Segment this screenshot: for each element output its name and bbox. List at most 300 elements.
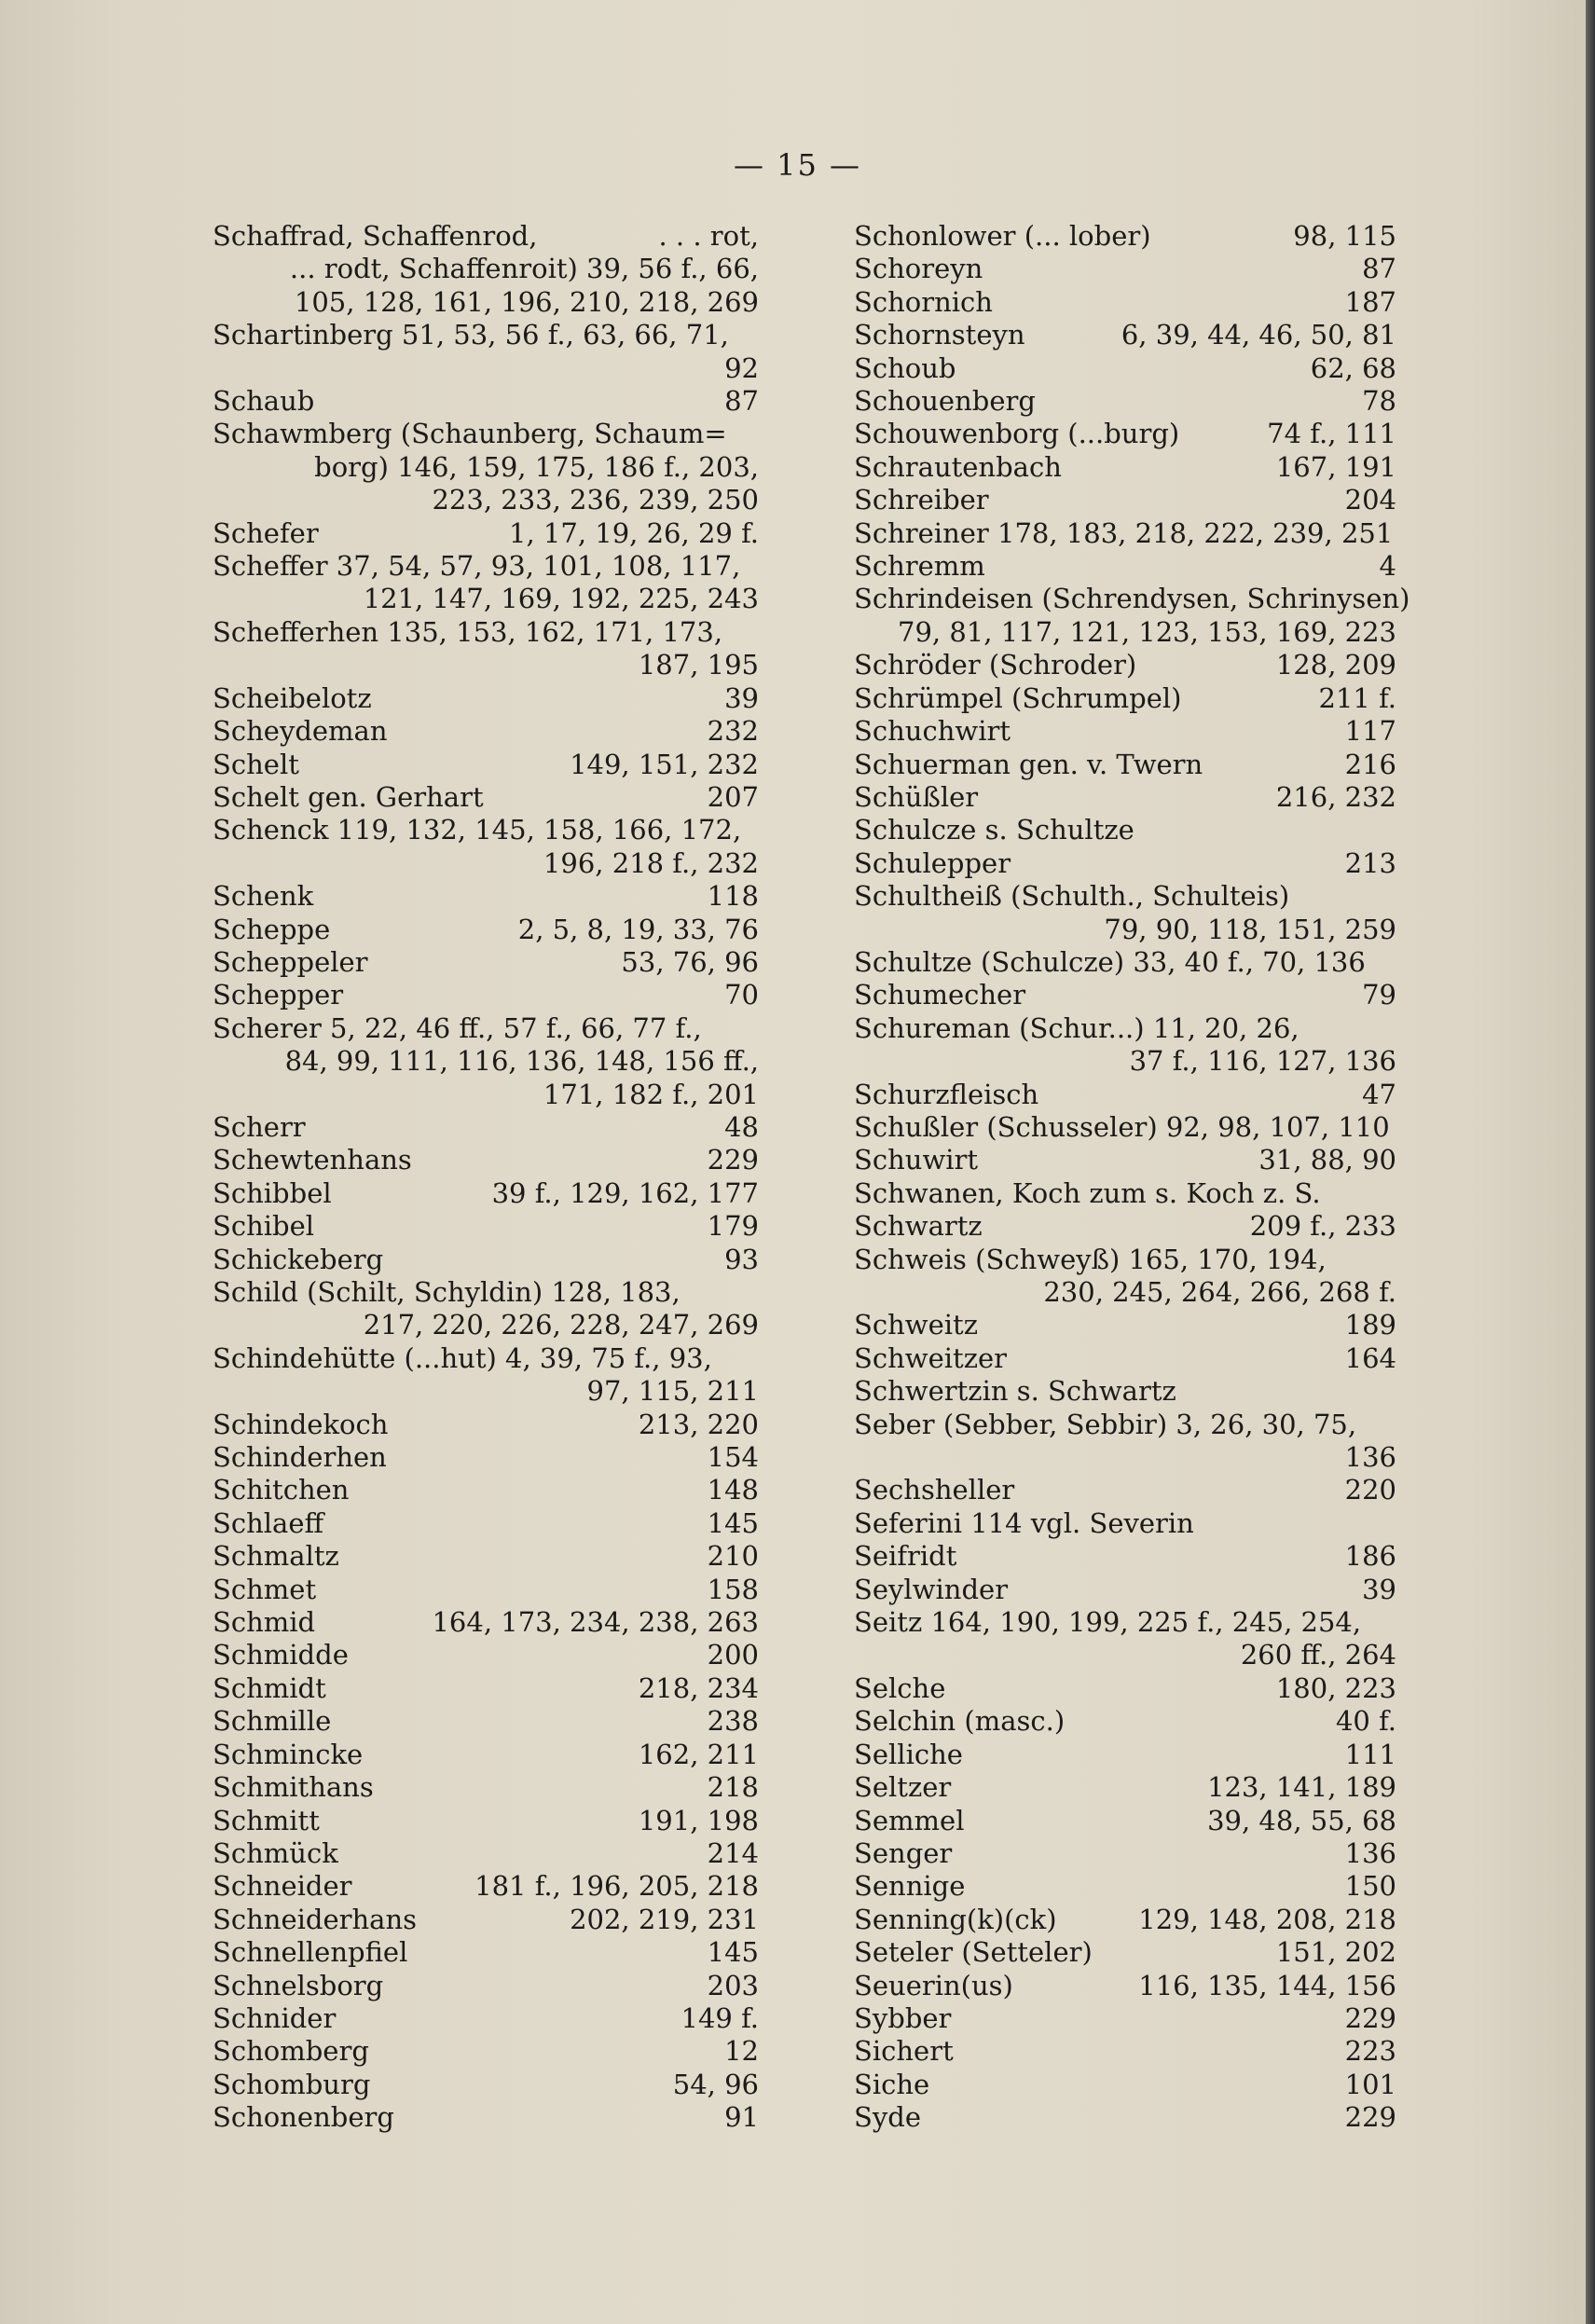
index-entry-page-refs: 162, 211 — [638, 1738, 759, 1770]
index-entry-name: Schoreyn — [854, 253, 983, 285]
index-entry-line — [854, 682, 1396, 715]
index-entry — [854, 2101, 1396, 2134]
index-entry — [854, 1244, 1396, 1310]
index-entry-page-refs: 70 — [724, 979, 759, 1011]
index-entry-name: Schitchen — [213, 1474, 350, 1506]
index-entry-name: Schumecher — [854, 979, 1026, 1011]
index-entry-line — [213, 1837, 759, 1870]
index-entry-line — [213, 2035, 759, 2068]
index-entry-page-refs: 211 f. — [1318, 681, 1396, 714]
index-entry-page-refs: 48 — [724, 1110, 759, 1143]
index-entry-name: Schuchwirt — [854, 715, 1011, 748]
index-entry-name: Schefer — [213, 516, 319, 549]
index-entry-line — [213, 1507, 759, 1540]
index-entry — [854, 583, 1410, 649]
index-entry-line — [854, 418, 1396, 450]
index-entry — [854, 1904, 1396, 1936]
index-entry-name: Schmid — [213, 1606, 316, 1639]
index-entry-name: Senning(k)(ck) — [854, 1903, 1057, 1935]
index-entry — [213, 1474, 759, 1506]
index-entry-line — [213, 1771, 759, 1804]
index-entry-continuation: 97, 115, 211 — [586, 1375, 759, 1408]
index-entry-name: Schmet — [213, 1573, 317, 1605]
index-entry-page-refs: 145 — [707, 1506, 759, 1539]
index-entry — [213, 1144, 759, 1176]
index-entry — [854, 749, 1396, 781]
index-entry-name: Schweitzer — [854, 1341, 1008, 1374]
index-entry-name: Seteler (Setteler) — [854, 1936, 1093, 1969]
index-entry — [213, 781, 759, 814]
index-entry — [213, 1970, 759, 2002]
index-entry-line — [854, 1540, 1396, 1573]
index-entry-continuation: ... rodt, Schaffenroit) 39, 56 f., 66, — [289, 253, 759, 285]
index-entry-page-refs — [1387, 1507, 1396, 1540]
index-entry-line — [854, 1244, 1396, 1276]
index-entry-page-refs: 204 — [1344, 484, 1396, 516]
index-entry-continuation: 84, 99, 111, 116, 136, 148, 156 ff., — [284, 1045, 759, 1078]
index-entry-name: Schild (Schilt, Schyldin) 128, 183, — [213, 1276, 681, 1308]
index-entry-page-refs: 117 — [1344, 715, 1396, 748]
index-entry — [854, 814, 1396, 846]
index-entry-name: Schibel — [213, 1210, 315, 1243]
index-entry — [854, 1111, 1396, 1144]
index-entry-page-refs — [1387, 1012, 1396, 1045]
index-entry — [854, 1474, 1396, 1506]
index-entry-name: Schröder (Schroder) — [854, 649, 1137, 681]
index-entry-page-refs: 216, 232 — [1275, 780, 1396, 813]
index-entry — [854, 385, 1396, 418]
index-entry-page-refs: 98, 115 — [1293, 220, 1396, 252]
index-entry-line — [213, 1705, 759, 1738]
index-entry — [854, 550, 1396, 583]
index-entry-continuation: 171, 182 f., 201 — [543, 1078, 759, 1110]
index-entry-page-refs: 87 — [1362, 253, 1396, 285]
index-entry-page-refs: 2, 5, 8, 19, 33, 76 — [517, 913, 759, 945]
index-entry-line — [213, 1441, 759, 1474]
index-entry-line — [854, 352, 1396, 385]
index-entry-name: Schnider — [213, 2001, 337, 2034]
index-entry-page-refs — [749, 418, 759, 450]
index-entry-page-refs: 149 f. — [681, 2001, 759, 2034]
index-entry-page-refs: 232 — [707, 715, 759, 748]
index-entry — [854, 1739, 1396, 1771]
index-entry-page-refs — [749, 1276, 759, 1309]
index-entry — [213, 1870, 759, 1903]
index-column-right — [854, 220, 1410, 2135]
index-entry — [854, 451, 1396, 484]
index-entry-continuation: 79, 81, 117, 121, 123, 153, 169, 223 — [898, 615, 1396, 648]
index-entry-name: Syde — [854, 2101, 921, 2134]
index-entry-line — [213, 1177, 759, 1210]
index-entry — [854, 1309, 1396, 1341]
index-entry-line — [854, 880, 1396, 913]
index-entry — [213, 385, 759, 418]
index-entry — [213, 1771, 759, 1804]
index-entry — [854, 1342, 1396, 1375]
index-entry-line — [854, 1904, 1396, 1936]
index-entry-name: Schweitz — [854, 1309, 978, 1341]
index-entry-page-refs: 187 — [1344, 285, 1396, 318]
index-entry-name: Schmitt — [213, 1804, 320, 1836]
index-entry-line — [854, 2002, 1396, 2035]
index-entry-line — [854, 1771, 1396, 1804]
index-entry-line — [213, 1672, 759, 1705]
index-entry — [854, 1606, 1396, 1672]
index-entry — [854, 2035, 1396, 2068]
index-entry — [854, 1837, 1396, 1870]
index-entry — [854, 1409, 1396, 1475]
index-entry-name: Schureman (Schur...) 11, 20, 26, — [854, 1011, 1299, 1044]
index-entry-page-refs — [749, 616, 759, 649]
index-entry-page-refs: 207 — [707, 780, 759, 813]
index-entry — [213, 914, 759, 946]
index-entry-continuation: 136 — [1344, 1441, 1396, 1474]
index-entry-page-refs: 136 — [1344, 1836, 1396, 1869]
index-entry-name: Seferini 114 vgl. Severin — [854, 1506, 1194, 1539]
index-entry-name: Schomburg — [213, 2068, 371, 2100]
index-entry-name: Schelt — [213, 748, 299, 780]
index-entry-name: Semmel — [854, 1804, 965, 1836]
index-entry-page-refs — [1387, 814, 1396, 846]
index-entry — [213, 1936, 759, 1969]
index-entry-page-refs: 93 — [724, 1243, 759, 1275]
index-entry-page-refs: 167, 191 — [1275, 450, 1396, 483]
index-entry-name: Scheibelotz — [213, 681, 372, 714]
index-entry — [854, 2002, 1396, 2035]
index-entry-name: Schrautenbach — [854, 450, 1062, 483]
index-entry-name: Schomberg — [213, 2035, 369, 2068]
index-entry-line — [854, 1375, 1396, 1408]
index-entry-name: Seylwinder — [854, 1573, 1009, 1605]
index-entry-page-refs: 78 — [1362, 385, 1396, 418]
index-entry-page-refs: 213, 220 — [638, 1408, 759, 1440]
index-entry — [213, 1177, 759, 1210]
index-entry — [854, 1970, 1396, 2002]
index-entry-continuation: borg) 146, 159, 175, 186 f., 203, — [314, 450, 759, 483]
index-entry-page-refs: 200 — [707, 1639, 759, 1671]
index-entry-page-refs — [749, 814, 759, 846]
index-entry-line — [854, 253, 1396, 285]
index-entry-line — [213, 946, 759, 979]
index-entry-name: Schulcze s. Schultze — [854, 814, 1134, 846]
index-entry-name: Schwanen, Koch zum s. Koch z. S. — [854, 1176, 1321, 1209]
index-entry-page-refs: 218 — [707, 1771, 759, 1804]
index-entry-page-refs: 180, 223 — [1275, 1671, 1396, 1704]
index-entry — [854, 1672, 1396, 1705]
index-entry-page-refs: 148 — [707, 1474, 759, 1506]
index-entry-line — [213, 979, 759, 1011]
index-entry-line — [213, 1474, 759, 1506]
index-entry-line — [854, 319, 1396, 351]
index-entry-page-refs: 123, 141, 189 — [1207, 1771, 1396, 1804]
index-entry — [213, 814, 759, 880]
index-entry-line — [213, 220, 759, 253]
index-entry — [854, 847, 1396, 880]
index-entry — [213, 517, 759, 550]
index-entry-name: Schaub — [213, 385, 315, 418]
index-entry-page-refs: 39 f., 129, 162, 177 — [491, 1176, 759, 1209]
index-entry-page-refs: 79 — [1362, 979, 1396, 1011]
index-entry-page-refs: 210 — [707, 1540, 759, 1573]
index-entry — [213, 880, 759, 913]
index-entry-name: Scherr — [213, 1110, 306, 1143]
index-entry-line — [854, 1342, 1396, 1375]
index-entry-name: Schultze (Schulcze) 33, 40 f., 70, 136 — [854, 945, 1366, 978]
index-entry — [213, 2035, 759, 2068]
index-entry — [854, 319, 1396, 351]
index-entry-line — [854, 1837, 1396, 1870]
index-entry-page-refs: 31, 88, 90 — [1258, 1144, 1396, 1176]
index-entry — [854, 1144, 1396, 1176]
index-entry-page-refs: 229 — [1344, 2101, 1396, 2134]
index-entry-name: Sichert — [854, 2035, 954, 2068]
index-entry-line — [213, 1540, 759, 1573]
index-entry-name: Seitz 164, 190, 199, 225 f., 245, 254, — [854, 1606, 1362, 1639]
index-entry — [213, 1210, 759, 1243]
index-entry-line — [213, 682, 759, 715]
index-entry — [213, 2002, 759, 2035]
index-entry-line — [854, 1574, 1396, 1606]
index-entry-line — [854, 220, 1396, 253]
index-entry — [213, 220, 759, 319]
index-entry-continuation: 105, 128, 161, 196, 210, 218, 269 — [294, 285, 759, 318]
index-entry-name: Schuwirt — [854, 1144, 979, 1176]
index-entry-page-refs: 209 f., 233 — [1249, 1210, 1396, 1243]
index-entry-page-refs — [1387, 946, 1396, 979]
scan-edge — [1586, 0, 1595, 2324]
index-entry-page-refs — [1387, 1375, 1396, 1408]
index-entry-name: Seltzer — [854, 1771, 952, 1804]
index-entry-name: Senger — [854, 1836, 953, 1869]
index-entry — [213, 1574, 759, 1606]
index-entry-page-refs: 179 — [707, 1210, 759, 1243]
index-entry-line — [854, 1409, 1396, 1441]
index-entry-line — [213, 1936, 759, 1969]
index-entry-page-refs — [749, 1012, 759, 1045]
index-entry-line — [854, 649, 1396, 681]
index-entry-line — [854, 2069, 1396, 2101]
index-entry — [854, 1540, 1396, 1573]
index-entry-name: Schornsteyn — [854, 319, 1025, 351]
index-entry — [854, 1805, 1396, 1837]
index-entry-line — [854, 715, 1396, 748]
index-entry-page-refs: 39, 48, 55, 68 — [1207, 1804, 1396, 1836]
index-entry-page-refs: 54, 96 — [672, 2068, 759, 2100]
index-entry — [854, 979, 1396, 1011]
index-entry-name: Schonlower (... lober) — [854, 220, 1151, 252]
index-entry-line — [854, 484, 1396, 516]
index-entry-line — [854, 1210, 1396, 1243]
index-entry — [854, 715, 1396, 748]
index-entry-continuation: 121, 147, 169, 192, 225, 243 — [363, 583, 759, 615]
index-entry-page-refs: 229 — [707, 1144, 759, 1176]
index-entry-line — [854, 550, 1396, 583]
index-entry-page-refs: 220 — [1344, 1474, 1396, 1506]
index-entry-line — [213, 749, 759, 781]
index-entry-line — [213, 1012, 759, 1045]
index-entry-line — [213, 1574, 759, 1606]
index-entry-page-refs: 229 — [1344, 2001, 1396, 2034]
index-entry-name: Schouenberg — [854, 385, 1036, 418]
index-entry-name: Schulepper — [854, 846, 1011, 879]
index-entry-page-refs: 214 — [707, 1836, 759, 1869]
index-entry-line — [854, 2035, 1396, 2068]
index-entry — [213, 1739, 759, 1771]
index-entry-page-refs — [749, 1342, 759, 1375]
index-entry-name: Schelt gen. Gerhart — [213, 780, 484, 813]
index-entry-page-refs: 158 — [707, 1573, 759, 1605]
index-entry-page-refs: 149, 151, 232 — [570, 748, 759, 780]
index-entry-page-refs: 1, 17, 19, 26, 29 f. — [509, 516, 759, 549]
index-entry-name: Schmück — [213, 1836, 338, 1869]
index-entry-name: Schlaeff — [213, 1506, 324, 1539]
index-entry-line — [854, 1474, 1396, 1506]
index-entry — [213, 715, 759, 748]
index-entry-line — [854, 1144, 1396, 1176]
index-entry-name: Schindehütte (...hut) 4, 39, 75 f., 93, — [213, 1341, 712, 1374]
index-entry-name: Schindekoch — [213, 1408, 389, 1440]
index-entry-continuation: 37 f., 116, 127, 136 — [1129, 1045, 1396, 1078]
index-entry-page-refs: 129, 148, 208, 218 — [1138, 1903, 1396, 1935]
index-entry-name: Schmidt — [213, 1671, 326, 1704]
index-entry-name: Seber (Sebber, Sebbir) 3, 26, 30, 75, — [854, 1408, 1357, 1440]
index-entry — [213, 1244, 759, 1276]
index-entry-page-refs: 145 — [707, 1936, 759, 1969]
index-entry-line — [854, 1507, 1396, 1540]
index-entry-line — [854, 1739, 1396, 1771]
index-entry-line — [854, 517, 1396, 550]
index-entry — [213, 418, 759, 516]
index-entry-continuation: 187, 195 — [638, 649, 759, 681]
index-entry — [213, 2101, 759, 2134]
index-entry-line — [213, 319, 759, 351]
index-entry-name: Selche — [854, 1671, 946, 1704]
index-entry-name: Schurzfleisch — [854, 1078, 1039, 1110]
index-entry-page-refs — [1387, 1409, 1396, 1441]
index-entry-page-refs: 128, 209 — [1275, 649, 1396, 681]
index-entry-line — [213, 1739, 759, 1771]
index-entry-line — [213, 1870, 759, 1903]
index-entry-name: Schepper — [213, 979, 344, 1011]
index-entry — [213, 1012, 759, 1111]
index-entry-name: Schewtenhans — [213, 1144, 412, 1176]
index-entry-line — [854, 781, 1396, 814]
index-entry — [213, 1606, 759, 1639]
index-entry — [213, 1672, 759, 1705]
index-entry-page-refs — [1387, 1606, 1396, 1639]
index-entry-page-refs — [1390, 1111, 1399, 1144]
index-entry-page-refs: 87 — [724, 385, 759, 418]
index-entry-continuation: 260 ff., 264 — [1240, 1639, 1396, 1671]
index-entry-page-refs: 181 f., 196, 205, 218 — [474, 1870, 759, 1903]
index-entry-line — [213, 914, 759, 946]
index-entry — [213, 1111, 759, 1144]
index-entry-page-refs: 12 — [724, 2035, 759, 2068]
index-entry-name: Schultheiß (Schulth., Schulteis) — [854, 880, 1290, 913]
index-entry — [213, 1837, 759, 1870]
index-entry — [854, 418, 1396, 450]
index-entry — [213, 319, 759, 385]
index-entry-page-refs: 150 — [1344, 1870, 1396, 1903]
index-entry-name: Schneiderhans — [213, 1903, 418, 1935]
index-entry — [854, 1936, 1396, 1969]
index-entry-line — [854, 1705, 1396, 1738]
index-entry-page-refs: 91 — [724, 2101, 759, 2134]
index-entry — [854, 1079, 1396, 1111]
index-entry-name: Schouwenborg (...burg) — [854, 418, 1180, 450]
index-entry-page-refs: 164 — [1344, 1341, 1396, 1374]
index-entry-line — [213, 1409, 759, 1441]
index-entry — [854, 484, 1396, 516]
index-entry-page-refs: 203 — [707, 1969, 759, 2001]
index-entry — [854, 517, 1396, 550]
index-entry-page-refs: 47 — [1362, 1078, 1396, 1110]
index-entry-name: Schreiber — [854, 484, 989, 516]
index-entry — [213, 1276, 759, 1342]
index-entry-page-refs — [1393, 517, 1402, 550]
index-entry-page-refs: 74 f., 111 — [1267, 418, 1396, 450]
index-entry-line — [213, 517, 759, 550]
index-entry-line — [213, 1639, 759, 1671]
index-entry-name: Sybber — [854, 2001, 952, 2034]
index-entry-line — [854, 1177, 1396, 1210]
index-entry-line — [854, 1870, 1396, 1903]
index-entry — [213, 1705, 759, 1738]
index-entry-line — [854, 1012, 1396, 1045]
index-entry-name: Seuerin(us) — [854, 1969, 1013, 2001]
index-entry-line — [213, 781, 759, 814]
index-entry-line — [213, 1805, 759, 1837]
index-entry-continuation: 92 — [724, 351, 759, 384]
index-entry-page-refs: . . . rot, — [658, 220, 759, 252]
index-entry-page-refs: 189 — [1344, 1309, 1396, 1341]
index-entry-page-refs: 4 — [1379, 550, 1396, 583]
index-entry-page-refs: 216 — [1344, 748, 1396, 780]
index-entry-line — [213, 880, 759, 913]
index-entry-name: Scheffer 37, 54, 57, 93, 101, 108, 117, — [213, 550, 741, 583]
index-entry — [854, 220, 1396, 253]
index-entry — [213, 682, 759, 715]
index-entry — [213, 1540, 759, 1573]
index-entry-continuation: 79, 90, 118, 151, 259 — [1104, 913, 1396, 945]
index-entry-page-refs: 62, 68 — [1310, 351, 1396, 384]
index-entry — [854, 781, 1396, 814]
index-entry-name: Schinderhen — [213, 1441, 387, 1474]
index-entry-name: Schawmberg (Schaunberg, Schaum= — [213, 418, 727, 450]
index-entry-page-refs — [1387, 1177, 1396, 1210]
index-entry-page-refs — [749, 319, 759, 351]
index-entry-line — [854, 749, 1396, 781]
index-entry — [213, 616, 759, 682]
index-entry — [854, 682, 1396, 715]
index-entry-name: Schonenberg — [213, 2101, 394, 2134]
index-entry-name: Sechsheller — [854, 1474, 1015, 1506]
index-entry-line — [854, 979, 1396, 1011]
index-entry-name: Schreiner 178, 183, 218, 222, 239, 251 — [854, 516, 1394, 549]
index-entry-line — [213, 2002, 759, 2035]
index-entry-page-refs: 202, 219, 231 — [570, 1903, 759, 1935]
index-entry-name: Schwertzin s. Schwartz — [854, 1375, 1176, 1408]
index-entry-line — [854, 1111, 1396, 1144]
index-entry-page-refs: 213 — [1344, 846, 1396, 879]
index-entry-name: Siche — [854, 2068, 930, 2100]
index-entry-line — [854, 2101, 1396, 2134]
index-entry — [213, 1639, 759, 1671]
index-entry — [854, 1210, 1396, 1243]
index-entry-line — [213, 385, 759, 418]
index-entry-page-refs: 39 — [724, 681, 759, 714]
index-entry-line — [854, 1606, 1396, 1639]
